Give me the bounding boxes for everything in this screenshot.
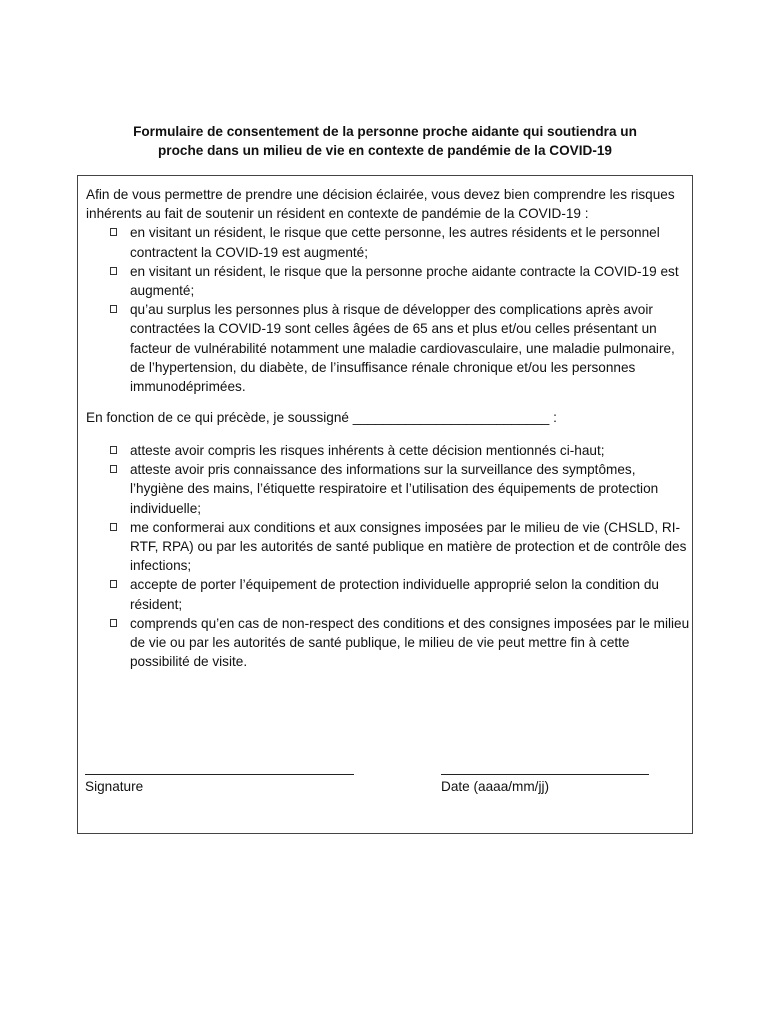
signature-line[interactable]: [85, 774, 354, 775]
commitment-item-text: atteste avoir compris les risques inhérents à cette décision mentionnés ci-haut;: [130, 443, 605, 459]
form-title: [0, 122, 770, 160]
commitment-item: [86, 575, 690, 613]
checkbox[interactable]: [110, 619, 117, 627]
commitment-item: [86, 518, 690, 576]
risk-list: [86, 223, 690, 396]
intro-paragraph: Afin de vous permettre de prendre une décision éclairée, vous devez bien comprendre les risques inhérents au fait de soutenir un résident en contexte de pandémie de la COVID-19 :: [86, 187, 675, 222]
risk-item: [86, 300, 690, 396]
commitment-item: [86, 441, 690, 460]
form-content: [86, 185, 690, 671]
commitment-list: [86, 441, 690, 671]
checkbox[interactable]: [110, 580, 117, 588]
checkbox[interactable]: [110, 465, 117, 473]
commitment-item: [86, 614, 690, 672]
form-frame: [77, 175, 693, 834]
checkbox[interactable]: [110, 523, 117, 531]
date-line[interactable]: [441, 774, 649, 775]
form-title-line-1: Formulaire de consentement de la personne proche aidante qui soutiendra un: [133, 124, 637, 139]
signature-label: Signature: [85, 779, 144, 794]
checkbox[interactable]: [110, 305, 117, 313]
commitment-item-text: me conformerai aux conditions et aux consignes imposées par le milieu de vie (CHSLD, RI-RTF, RPA) ou par les autorités de santé publique en matière de protection et de contrôle des infections;: [130, 519, 687, 574]
date-label: Date (aaaa/mm/jj): [441, 779, 550, 794]
commitment-item-text: comprends qu’en cas de non-respect des conditions et des consignes imposées par le milieu de vie ou par les autorités de santé publique, le milieu de vie peut mettre fin à cette possibilité de visite.: [130, 615, 690, 670]
commitment-item-text: atteste avoir pris connaissance des informations sur la surveillance des symptômes, l’hygiène des mains, l’étiquette respiratoire et l’utilisation des équipements de protection individuelle;: [130, 462, 659, 516]
risk-item-text: en visitant un résident, le risque que cette personne, les autres résidents et le personnel contractent la COVID-19 est augmenté;: [130, 225, 660, 260]
commitment-item: [86, 460, 690, 518]
risk-item: [86, 262, 690, 300]
risk-item: [86, 223, 690, 261]
declaration-paragraph: En fonction de ce qui précède, je soussigné __________________________ :: [86, 410, 557, 426]
risk-item-text: en visitant un résident, le risque que la personne proche aidante contracte la COVID-19 est augmenté;: [130, 263, 679, 299]
checkbox[interactable]: [110, 446, 117, 454]
risk-item-text: qu’au surplus les personnes plus à risque de développer des complications après avoir contractées la COVID-19 sont celles âgées de 65 ans et plus et/ou celles présentant un facteur de vulnérabilité notamment une maladie cardiovasculaire, une maladie pulmonaire, de l’hypertension, du diabète, de l’insuffisance rénale chronique et/ou les personnes immunodéprimées.: [130, 302, 675, 395]
commitment-item-text: accepte de porter l’équipement de protection individuelle approprié selon la condition du résident;: [130, 577, 659, 612]
checkbox[interactable]: [110, 267, 117, 275]
form-title-line-2: proche dans un milieu de vie en contexte de pandémie de la COVID-19: [157, 143, 612, 158]
checkbox[interactable]: [110, 228, 117, 236]
